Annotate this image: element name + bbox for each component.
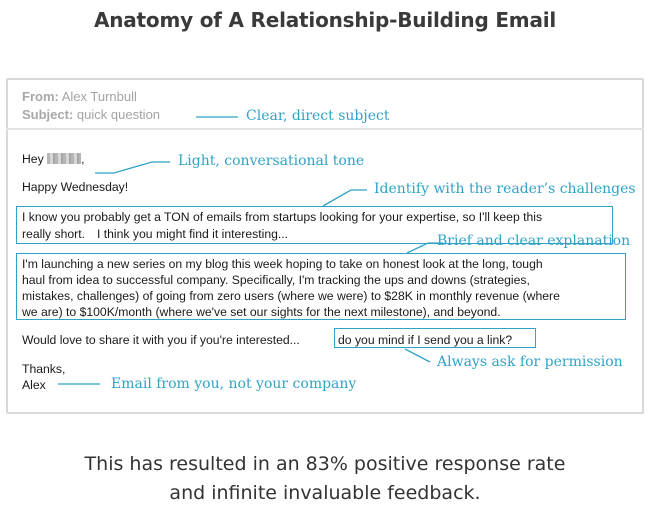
annotation-tone: Light, conversational tone (178, 153, 365, 169)
subject-value: quick question (76, 107, 161, 122)
paragraph2-line2: haul from idea to successful company. Specifically, I'm tracking the ups and downs (strategies, (22, 273, 530, 287)
footer-line2: and infinite invaluable feedback. (169, 482, 481, 504)
annotation-permission: Always ask for permission (437, 354, 623, 370)
greeting-word: Hey (22, 152, 44, 166)
signoff-thanks: Thanks, (22, 362, 66, 376)
footer-line1: This has resulted in an 83% positive response rate (84, 453, 566, 475)
page-title: Anatomy of A Relationship-Building Email (93, 8, 557, 32)
paragraph1-line2a: really short. (22, 227, 85, 241)
connector-permission (405, 349, 430, 362)
subject-label: Subject: (22, 107, 74, 122)
paragraph2-line3: mistakes, challenges) of going from zero users (where we were) to $28K in monthly revenue (where (22, 289, 560, 303)
paragraph3-a: Would love to share it with you if you're interested... (22, 333, 300, 347)
paragraph1-line2b: I think you might find it interesting... (97, 227, 289, 241)
paragraph2-line1: I'm launching a new series on my blog this week hoping to take on honest look at the long, tough (22, 257, 543, 271)
signoff-name: Alex (22, 378, 46, 392)
greeting-comma: , (81, 152, 85, 166)
connector-identify (323, 190, 367, 206)
connector-tone (95, 162, 170, 173)
from-label: From: (22, 89, 59, 104)
annotation-from-you: Email from you, not your company (111, 376, 357, 392)
paragraph1-line1: I know you probably get a TON of emails from startups looking for your expertise, so I'll keep this (22, 210, 543, 224)
happy-line: Happy Wednesday! (22, 180, 129, 194)
annotation-explain: Brief and clear explanation (437, 233, 631, 249)
paragraph3-b: do you mind if I send you a link? (338, 333, 513, 347)
annotation-subject: Clear, direct subject (246, 108, 390, 124)
paragraph2-line4: we are) to $100K/month (where we've set our sights for the next milestone), and beyond. (22, 305, 501, 319)
from-value: Alex Turnbull (61, 89, 137, 104)
annotation-identify: Identify with the reader’s challenges (374, 181, 636, 197)
